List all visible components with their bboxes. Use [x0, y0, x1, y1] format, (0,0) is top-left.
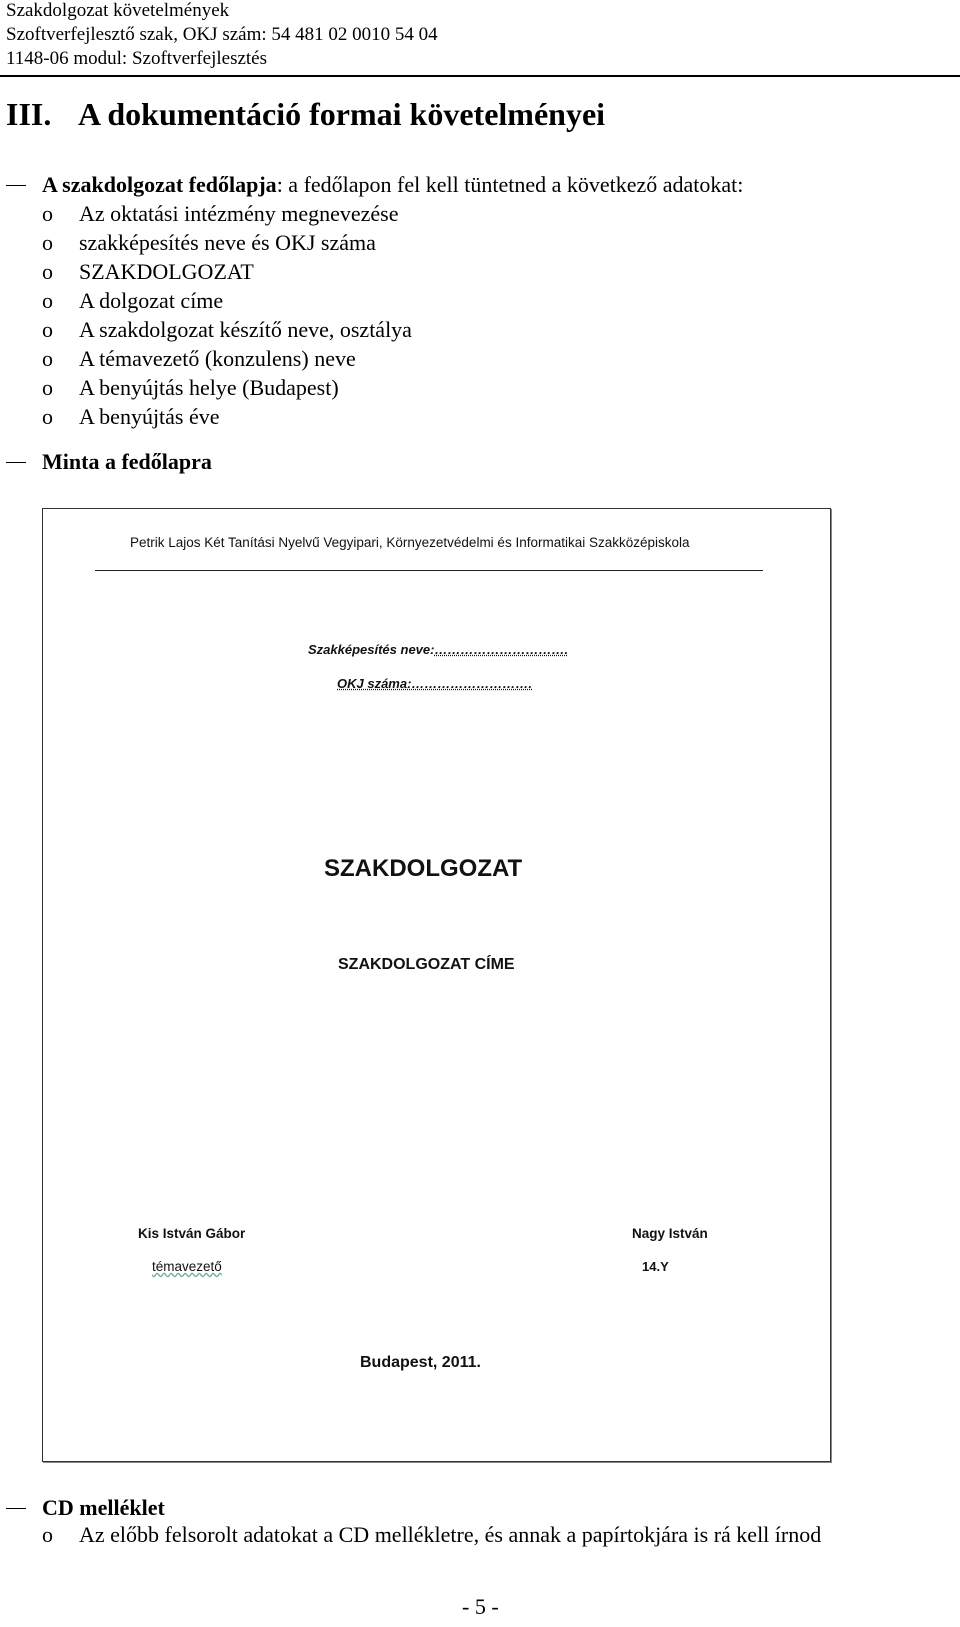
sample-okj — [337, 676, 532, 691]
section-heading — [6, 96, 605, 133]
sample-thesis-title: SZAKDOLGOZAT CÍME — [338, 956, 515, 973]
cover-intro-bold: A szakdolgozat fedőlapja — [42, 172, 277, 197]
sample-main-title: SZAKDOLGOZAT — [324, 855, 523, 882]
cd-heading: CD melléklet — [42, 1495, 165, 1520]
sample-supervisor-role — [152, 1259, 222, 1274]
list-item: A szakdolgozat készítő neve, osztálya — [79, 317, 412, 342]
list-item: A benyújtás helye (Budapest) — [79, 375, 339, 400]
header-program: Szoftverfejlesztő szak, OKJ szám: 54 481 02 0010 54 04 — [6, 24, 438, 45]
list-bullet: o — [42, 317, 53, 342]
page-number: - 5 - — [462, 1594, 499, 1619]
sample-school: Petrik Lajos Két Tanítási Nyelvű Vegyipari, Környezetvédelmi és Informatikai Szakközépiskola — [130, 535, 690, 550]
list-bullet: o — [42, 404, 53, 429]
list-bullet: o — [42, 230, 53, 255]
list-bullet: o — [42, 288, 53, 313]
header-module: 1148-06 modul: Szoftverfejlesztés — [6, 48, 268, 69]
sample-qualification-label: Szakképesítés neve: — [308, 642, 435, 657]
list-item: szakképesítés neve és OKJ száma — [79, 230, 376, 255]
list-item: A témavezető (konzulens) neve — [79, 346, 356, 371]
sample-place-year: Budapest, 2011. — [360, 1354, 481, 1371]
list-item: A dolgozat címe — [79, 288, 224, 313]
sample-student-class: 14.Y — [642, 1259, 669, 1274]
sample-okj-dots: ………………………. — [411, 676, 533, 691]
header-doc-title: Szakdolgozat követelmények — [6, 0, 230, 21]
list-bullet: o — [42, 201, 53, 226]
section-title: A dokumentáció formai követelményei — [78, 96, 606, 132]
sample-qualification — [308, 642, 568, 657]
sample-divider — [95, 570, 763, 571]
dash-bullet — [6, 1508, 26, 1509]
cover-intro — [42, 172, 743, 198]
sample-supervisor-role-text: témavezető — [152, 1259, 222, 1274]
cd-item: Az előbb felsorolt adatokat a CD mellékletre, és annak a papírtokjára is rá kell írnod — [79, 1522, 822, 1547]
sample-supervisor-name: Kis István Gábor — [138, 1226, 246, 1241]
cover-intro-text: : a fedőlapon fel kell tüntetned a következő adatokat: — [276, 172, 744, 197]
section-number: III. — [6, 96, 52, 132]
header-divider — [0, 75, 960, 77]
sample-student-name: Nagy István — [632, 1226, 708, 1241]
list-bullet: o — [42, 375, 53, 400]
list-bullet: o — [42, 259, 53, 284]
list-bullet: o — [42, 346, 53, 371]
dash-bullet — [6, 462, 26, 463]
sample-heading: Minta a fedőlapra — [42, 449, 212, 474]
list-item: A benyújtás éve — [79, 404, 220, 429]
sample-okj-label: OKJ száma: — [337, 676, 412, 691]
list-item: Az oktatási intézmény megnevezése — [79, 201, 399, 226]
list-item: SZAKDOLGOZAT — [79, 259, 254, 284]
list-bullet: o — [42, 1522, 53, 1547]
sample-qualification-dots: …………………………. — [434, 642, 569, 657]
cover-sample — [42, 508, 831, 1462]
dash-bullet — [6, 185, 26, 186]
